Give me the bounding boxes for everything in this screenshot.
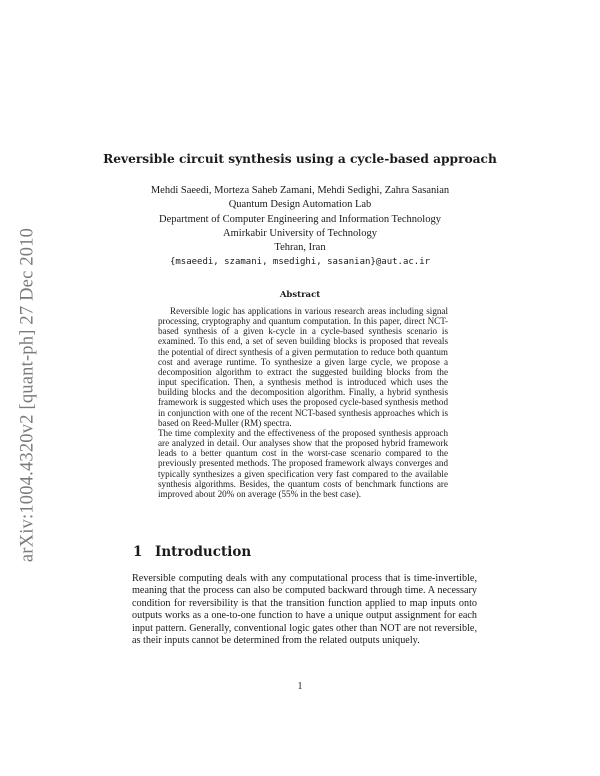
section-number: 1: [133, 544, 143, 560]
email-addresses: {msaeedi, szamani, msedighi, sasanian}@aut.ac.ir: [169, 257, 431, 268]
abstract-paragraph-2: The time complexity and the effectiveness of the proposed synthesis approach are analyzed in detail. Our analyses show that the proposed hybrid framework leads to a better quantum cost in the worst-case scenario compared to the previously presented methods. The proposed framework always converges and typically synthesizes a given specification very fast compared to the available synthesis algorithms. Besides, the quantum costs of benchmark functions are improved about 20% on average (55% in the best case).: [158, 427, 448, 499]
location: Tehran, Iran: [274, 242, 326, 254]
lab-name: Quantum Design Automation Lab: [228, 199, 372, 211]
university-name: Amirkabir University of Technology: [223, 227, 377, 239]
paper-title: Reversible circuit synthesis using a cycle-based approach: [103, 152, 497, 166]
section-title: Introduction: [155, 544, 252, 560]
department-name: Department of Computer Engineering and Information Technology: [159, 213, 441, 225]
abstract-body: [158, 306, 448, 499]
author-names: Mehdi Saeedi, Morteza Saheb Zamani, Mehdi Sedighi, Zahra Sasanian: [150, 185, 450, 196]
section-heading-introduction: [133, 544, 251, 560]
abstract-heading: Abstract: [279, 290, 321, 300]
abstract-paragraph-1: Reversible logic has applications in various research areas including signal processing, cryptography and quantum computation. In this paper, direct NCT-based synthesis of a given k-cycle in a cycle-based synthesis scenario is examined. To this end, a set of seven building blocks is proposed that reveals the potential of direct synthesis of a given permutation to reduce both quantum cost and average runtime. To synthesize a given large cycle, we propose a decomposition algorithm to extract the suggested building blocks from the input specification. Then, a synthesis method is introduced which uses the building blocks and the decomposition algorithm. Finally, a hybrid synthesis framework is suggested which uses the proposed cycle-based synthesis method in conjunction with one of the recent NCT-based synthesis approaches which is based on Reed-Muller (RM) spectra.: [158, 306, 448, 428]
page-number: 1: [297, 681, 303, 692]
arxiv-identifier-text: arXiv:1004.4320v2 [quant-ph] 27 Dec 2010: [17, 227, 38, 563]
introduction-paragraph: Reversible computing deals with any computational process that is time-invertible, meaning that the process can also be computed backward through time. A necessary condition for reversibility is that the transition function applied to map inputs onto outputs works as a one-to-one function to have a unique output assignment for each input pattern. Generally, conventional logic gates other than NOT are not reversible, as their inputs cannot be determined from the related outputs uniquely.: [132, 573, 477, 647]
author-block: [0, 184, 600, 270]
